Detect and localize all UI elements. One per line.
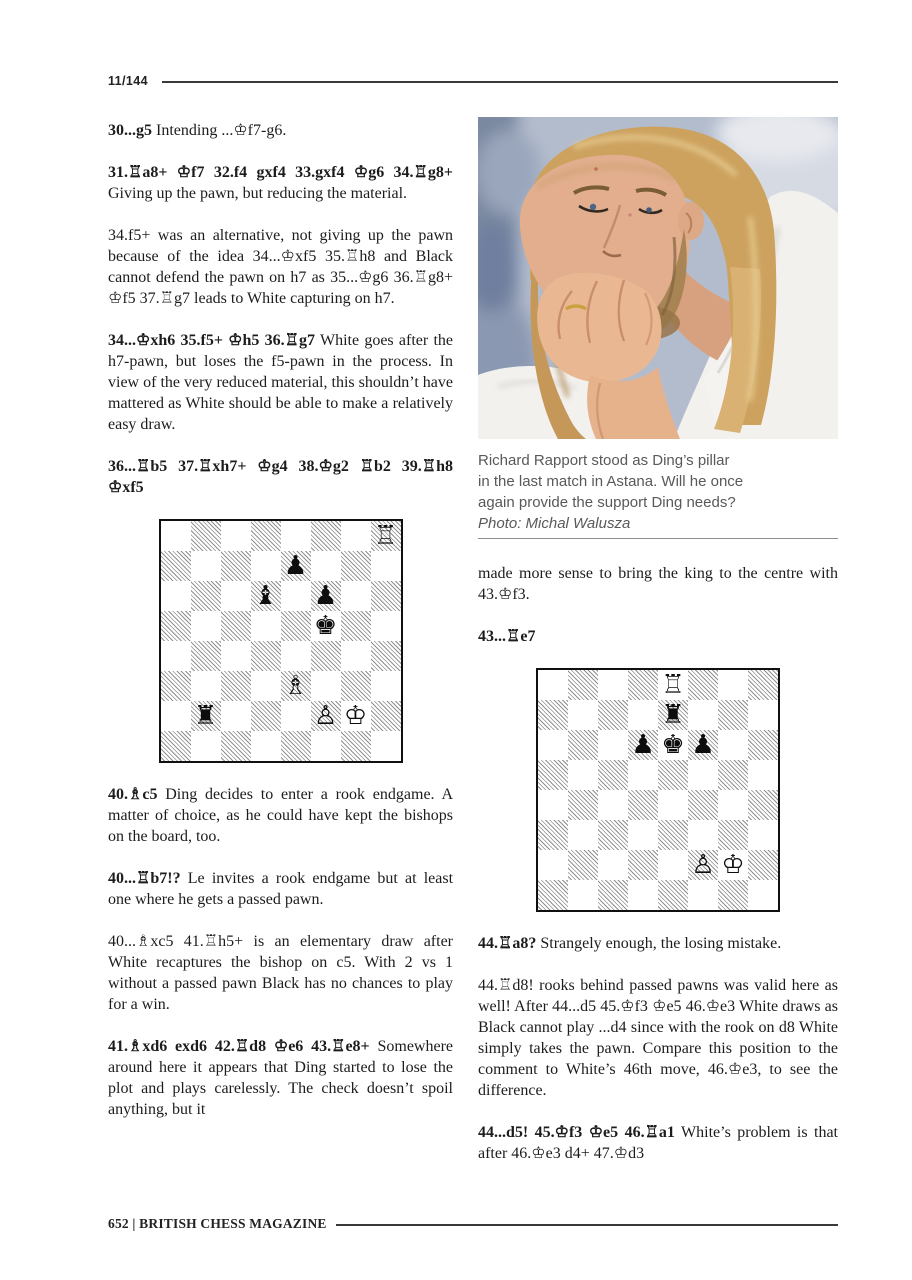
square-a4 xyxy=(161,641,191,671)
chess-diagram-board1 xyxy=(159,519,403,763)
piece-wP-f2: ♙ xyxy=(313,701,338,731)
square-b3 xyxy=(568,820,598,850)
square-d5 xyxy=(251,611,281,641)
piece-bR-b2: ♜ xyxy=(193,701,218,731)
chess-board xyxy=(538,670,778,910)
paragraph xyxy=(108,162,453,204)
piece-bP-f6: ♟ xyxy=(313,581,338,611)
square-g4 xyxy=(341,641,371,671)
square-f6 xyxy=(688,730,718,760)
square-d6 xyxy=(251,581,281,611)
commentary-text: Giving up the pawn, but reducing the material. xyxy=(108,185,408,202)
paragraph xyxy=(108,456,453,498)
square-d4 xyxy=(628,790,658,820)
square-e5 xyxy=(281,611,311,641)
issue-number: 11/144 xyxy=(108,74,148,88)
square-g5 xyxy=(718,760,748,790)
rapport-photo-illustration xyxy=(478,117,838,439)
square-h7 xyxy=(748,700,778,730)
square-c5 xyxy=(598,760,628,790)
square-b1 xyxy=(191,731,221,761)
square-a8 xyxy=(161,521,191,551)
move-text: 34...♔xh6 35.f5+ ♔h5 36.♖g7 xyxy=(108,332,316,349)
piece-bK-e6: ♚ xyxy=(661,730,685,760)
caption-line: Richard Rapport stood as Ding’s pillar xyxy=(478,452,730,469)
square-e5 xyxy=(658,760,688,790)
square-h2 xyxy=(748,850,778,880)
square-e7 xyxy=(658,700,688,730)
paragraph xyxy=(108,784,453,847)
commentary-text: made more sense to bring the king to the centre with 43.♔f3. xyxy=(478,565,838,603)
square-g4 xyxy=(718,790,748,820)
piece-wK-g2: ♔ xyxy=(343,701,368,731)
square-f7 xyxy=(688,700,718,730)
commentary-text: Intending ...♔f7-g6. xyxy=(156,122,287,139)
square-d5 xyxy=(628,760,658,790)
square-e8 xyxy=(658,670,688,700)
square-e4 xyxy=(281,641,311,671)
square-f5 xyxy=(311,611,341,641)
square-e4 xyxy=(658,790,688,820)
commentary-text: 34.f5+ was an alternative, not giving up the pawn because of the idea 34...♔xf5 35.♖h8 and Black cannot defend the pawn on h7 as 35...♔g6 36.♖g8+ ♔f5 37.♖g7 leads to White capturing on h7. xyxy=(108,227,453,307)
square-c6 xyxy=(221,581,251,611)
square-f2 xyxy=(311,701,341,731)
piece-bP-f6: ♟ xyxy=(691,730,715,760)
square-b5 xyxy=(191,611,221,641)
square-f8 xyxy=(688,670,718,700)
square-h4 xyxy=(748,790,778,820)
square-a5 xyxy=(161,611,191,641)
square-b8 xyxy=(191,521,221,551)
square-b6 xyxy=(568,730,598,760)
square-h6 xyxy=(748,730,778,760)
square-d6 xyxy=(628,730,658,760)
square-g7 xyxy=(718,700,748,730)
square-d3 xyxy=(628,820,658,850)
commentary-text: Ding decides to enter a rook endgame. A matter of choice, as he could have kept the bishops on the board, too. xyxy=(108,786,454,845)
paragraph xyxy=(108,330,453,435)
square-f1 xyxy=(311,731,341,761)
square-d1 xyxy=(628,880,658,910)
square-g1 xyxy=(341,731,371,761)
square-c5 xyxy=(221,611,251,641)
page-header xyxy=(108,74,838,88)
square-h3 xyxy=(371,671,401,701)
right-column xyxy=(478,117,838,1185)
move-text: 40...♖b7!? xyxy=(108,870,181,887)
caption-line: in the last match in Astana. Will he once xyxy=(478,473,744,490)
square-d4 xyxy=(251,641,281,671)
square-e6 xyxy=(281,581,311,611)
square-a2 xyxy=(538,850,568,880)
paragraph xyxy=(478,626,838,647)
move-text: 36...♖b5 37.♖xh7+ ♔g4 38.♔g2 ♖b2 39.♖h8 ♔xf5 xyxy=(108,458,453,496)
paragraph xyxy=(478,1122,838,1164)
piece-wB-e3: ♗ xyxy=(283,671,308,701)
commentary-text: Le invites a rook endgame but at least one where he gets a passed pawn. xyxy=(108,870,454,908)
square-a1 xyxy=(538,880,568,910)
square-c3 xyxy=(598,820,628,850)
square-d1 xyxy=(251,731,281,761)
square-g2 xyxy=(341,701,371,731)
square-c7 xyxy=(221,551,251,581)
square-d7 xyxy=(628,700,658,730)
square-h8 xyxy=(748,670,778,700)
square-d8 xyxy=(628,670,658,700)
square-b1 xyxy=(568,880,598,910)
square-h2 xyxy=(371,701,401,731)
square-a3 xyxy=(161,671,191,701)
square-h5 xyxy=(371,611,401,641)
piece-wR-e8: ♖ xyxy=(661,670,685,700)
commentary-text: Strangely enough, the losing mistake. xyxy=(540,935,782,952)
square-f5 xyxy=(688,760,718,790)
chess-board xyxy=(161,521,401,761)
move-text: 43...♖e7 xyxy=(478,628,536,645)
move-text: 40.♗c5 xyxy=(108,786,158,803)
square-c8 xyxy=(221,521,251,551)
square-e6 xyxy=(658,730,688,760)
paragraph xyxy=(108,225,453,309)
square-c2 xyxy=(598,850,628,880)
square-a5 xyxy=(538,760,568,790)
square-a6 xyxy=(538,730,568,760)
square-d7 xyxy=(251,551,281,581)
chess-diagram-board2 xyxy=(536,668,780,912)
square-c4 xyxy=(598,790,628,820)
piece-wP-f2: ♙ xyxy=(691,850,715,880)
square-f1 xyxy=(688,880,718,910)
square-b3 xyxy=(191,671,221,701)
square-b2 xyxy=(568,850,598,880)
footer-rule xyxy=(336,1224,838,1226)
square-e1 xyxy=(281,731,311,761)
piece-bK-f5: ♚ xyxy=(313,611,338,641)
square-f6 xyxy=(311,581,341,611)
square-c7 xyxy=(598,700,628,730)
move-text: 31.♖a8+ ♔f7 32.f4 gxf4 33.gxf4 ♔g6 34.♖g8+ xyxy=(108,164,453,181)
paragraph xyxy=(108,931,453,1015)
square-h4 xyxy=(371,641,401,671)
commentary-text: White goes after the h7-pawn, but loses the f5-pawn in the process. In view of the very reduced material, this shouldn’t have mattered as White should be able to make a relatively easy draw. xyxy=(108,332,453,433)
square-c1 xyxy=(598,880,628,910)
piece-wR-h8: ♖ xyxy=(373,521,398,551)
square-b7 xyxy=(568,700,598,730)
commentary-text: 44.♖d8! rooks behind passed pawns was valid here as well! After 44...d5 45.♔f3 ♔e5 46.♔e3 White draws as Black cannot play ...d4 since with the rook on d8 White simply takes the pawn. Compare this position to the comment to White’s 46th move, 46.♔e3, to see the difference. xyxy=(478,977,838,1099)
square-b4 xyxy=(568,790,598,820)
commentary-text: 40...♗xc5 41.♖h5+ is an elementary draw after White recaptures the bishop on c5. With 2 vs 1 without a passed pawn Black has no chances to play for a win. xyxy=(108,933,453,1013)
square-h8 xyxy=(371,521,401,551)
paragraph xyxy=(478,933,838,954)
square-g1 xyxy=(718,880,748,910)
square-c3 xyxy=(221,671,251,701)
square-d3 xyxy=(251,671,281,701)
move-text: 44.♖a8? xyxy=(478,935,537,952)
square-f4 xyxy=(311,641,341,671)
paragraph xyxy=(108,1036,453,1120)
caption-line: again provide the support Ding needs? xyxy=(478,494,736,511)
square-b4 xyxy=(191,641,221,671)
square-h1 xyxy=(748,880,778,910)
square-g3 xyxy=(718,820,748,850)
square-h6 xyxy=(371,581,401,611)
commentary-text: White’s problem is that after 46.♔e3 d4+ 47.♔d3 xyxy=(478,1124,838,1162)
piece-bB-d6: ♝ xyxy=(253,581,278,611)
square-c2 xyxy=(221,701,251,731)
square-g8 xyxy=(718,670,748,700)
square-h5 xyxy=(748,760,778,790)
square-a1 xyxy=(161,731,191,761)
square-b2 xyxy=(191,701,221,731)
left-column xyxy=(108,120,453,1141)
square-b6 xyxy=(191,581,221,611)
photo-credit: Photo: Michal Walusza xyxy=(478,515,631,532)
square-g5 xyxy=(341,611,371,641)
square-g6 xyxy=(718,730,748,760)
square-a3 xyxy=(538,820,568,850)
square-c1 xyxy=(221,731,251,761)
square-a2 xyxy=(161,701,191,731)
square-a4 xyxy=(538,790,568,820)
move-text: 41.♗xd6 exd6 42.♖d8 ♔e6 43.♖e8+ xyxy=(108,1038,370,1055)
square-a7 xyxy=(161,551,191,581)
square-f7 xyxy=(311,551,341,581)
square-f3 xyxy=(311,671,341,701)
square-e2 xyxy=(281,701,311,731)
paragraph xyxy=(108,868,453,910)
square-b8 xyxy=(568,670,598,700)
square-f3 xyxy=(688,820,718,850)
header-rule xyxy=(162,81,838,83)
square-a6 xyxy=(161,581,191,611)
square-e8 xyxy=(281,521,311,551)
square-e1 xyxy=(658,880,688,910)
square-d2 xyxy=(628,850,658,880)
square-c6 xyxy=(598,730,628,760)
square-b5 xyxy=(568,760,598,790)
photo-caption xyxy=(478,450,838,534)
page-folio: 652 | BRITISH CHESS MAGAZINE xyxy=(108,1216,327,1231)
piece-bR-e7: ♜ xyxy=(661,700,685,730)
commentary-text: Somewhere around here it appears that Ding started to lose the plot and plays carelessly. The check doesn’t spoil anything, but it xyxy=(108,1038,453,1118)
caption-divider xyxy=(478,538,838,539)
piece-bP-d6: ♟ xyxy=(631,730,655,760)
square-h3 xyxy=(748,820,778,850)
square-d8 xyxy=(251,521,281,551)
square-b7 xyxy=(191,551,221,581)
square-c4 xyxy=(221,641,251,671)
square-h1 xyxy=(371,731,401,761)
square-g2 xyxy=(718,850,748,880)
square-a7 xyxy=(538,700,568,730)
square-h7 xyxy=(371,551,401,581)
square-f4 xyxy=(688,790,718,820)
rapport-photo xyxy=(478,117,838,439)
square-g6 xyxy=(341,581,371,611)
square-e2 xyxy=(658,850,688,880)
page-footer xyxy=(108,1216,838,1232)
piece-bP-e7: ♟ xyxy=(283,551,308,581)
square-e3 xyxy=(281,671,311,701)
paragraph xyxy=(478,975,838,1101)
square-c8 xyxy=(598,670,628,700)
paragraph xyxy=(478,563,838,605)
square-g7 xyxy=(341,551,371,581)
square-e3 xyxy=(658,820,688,850)
square-g3 xyxy=(341,671,371,701)
square-a8 xyxy=(538,670,568,700)
square-e7 xyxy=(281,551,311,581)
square-d2 xyxy=(251,701,281,731)
square-f2 xyxy=(688,850,718,880)
move-text: 30...g5 xyxy=(108,122,152,139)
move-text: 44...d5! 45.♔f3 ♔e5 46.♖a1 xyxy=(478,1124,675,1141)
paragraph xyxy=(108,120,453,141)
square-g8 xyxy=(341,521,371,551)
square-f8 xyxy=(311,521,341,551)
piece-wK-g2: ♔ xyxy=(721,850,745,880)
